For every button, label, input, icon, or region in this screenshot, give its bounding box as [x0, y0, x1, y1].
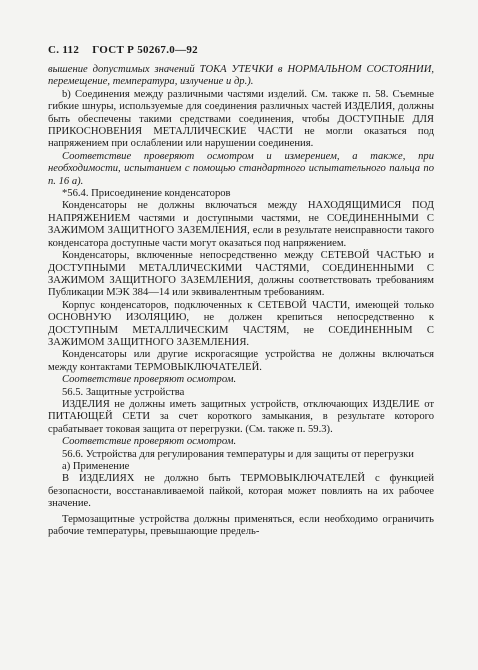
- section-heading-protective: 56.5. Защитные устройства: [62, 386, 185, 398]
- section-heading-temperature: 56.6. Устройства для регулирования температуры и для защиты от перегрузки: [62, 448, 414, 460]
- paragraph-capacitors-1: Конденсаторы не должны включаться между НАХОДЯЩИМИСЯ ПОД НАПРЯЖЕНИЕМ частями и доступными частями, не СОЕДИНЕННЫМИ С ЗАЖИМОМ ЗАЩИТНОГО ЗАЗЕМЛЕНИЯ, если в результате неисправности такого конденсатора доступные части могут оказаться под напряжением.: [48, 200, 434, 249]
- page-number: С. 112: [48, 44, 80, 56]
- paragraph-thermal-2: Термозащитные устройства должны применяться, если необходимо ограничить рабочие температуры, превышающие предель-: [48, 513, 434, 538]
- paragraph-capacitors-3: Корпус конденсаторов, подключенных к СЕТЕВОЙ ЧАСТИ, имеющей только ОСНОВНУЮ ИЗОЛЯЦИЮ, не должен крепиться непосредственно к ДОСТУПНЫМ МЕТАЛЛИЧЕСКИМ ЧАСТЯМ, не СОЕДИНЕННЫМ С ЗАЖИМОМ ЗАЩИТНОГО ЗАЗЕМЛЕНИЯ.: [48, 299, 434, 348]
- section-heading-capacitors: *56.4. Присоединение конденсаторов: [62, 188, 231, 200]
- compliance-note: Соответствие проверяют осмотром.: [62, 436, 237, 448]
- subsection-application: а) Применение: [62, 461, 130, 472]
- paragraph-thermal-1: В ИЗДЕЛИЯХ не должно быть ТЕРМОВЫКЛЮЧАТЕЛЕЙ с функцией безопасности, восстанавливаемой пайкой, которая может повлиять на их рабочее значение.: [48, 473, 434, 510]
- paragraph-connections: b) Соединения между различными частями изделий. См. также п. 58. Съемные гибкие шнуры, используемые для соединения различных частей ИЗДЕЛИЯ, должны быть обеспечены такими средствами соединения, чтобы ДОСТУПНЫЕ ДЛЯ ПРИКОСНОВЕНИЯ МЕТАЛЛИЧЕСКИЕ ЧАСТИ не могли оказаться под напряжением при ослаблении или нарушении соединения.: [48, 88, 434, 150]
- compliance-note: Соответствие проверяют осмотром и измерением, а также, при необходимости, испытанием с помощью стандартного испытательного пальца по п. 16 а).: [48, 150, 434, 187]
- compliance-note: Соответствие проверяют осмотром.: [62, 374, 237, 386]
- page-header: [48, 44, 208, 56]
- paragraph-capacitors-4: Конденсаторы или другие искрогасящие устройства не должны включаться между контактами ТЕРМОВЫКЛЮЧАТЕЛЕЙ.: [48, 349, 434, 373]
- standard-id: ГОСТ Р 50267.0—92: [92, 44, 198, 56]
- paragraph-protective: ИЗДЕЛИЯ не должны иметь защитных устройств, отключающих ИЗДЕЛИЕ от ПИТАЮЩЕЙ СЕТИ за счет короткого замыкания, в результате которого срабатывает токовая защита от перегрузки. (См. также п. 59.3).: [48, 398, 434, 435]
- paragraph-capacitors-2: Конденсаторы, включенные непосредственно между СЕТЕВОЙ ЧАСТЬЮ и ДОСТУПНЫМИ МЕТАЛЛИЧЕСКИМИ ЧАСТЯМИ, СОЕДИНЕННЫМИ С ЗАЖИМОМ ЗАЩИТНОГО ЗАЗЕМЛЕНИЯ, должны соответствовать требованиям Публикации МЭК 384—14 или эквивалентным требованиям.: [48, 250, 434, 299]
- paragraph-continuation: вышение допустимых значений ТОКА УТЕЧКИ в НОРМАЛЬНОМ СОСТОЯНИИ, перемещение, температура, излучение и др.).: [48, 64, 434, 88]
- page-body: [48, 64, 434, 538]
